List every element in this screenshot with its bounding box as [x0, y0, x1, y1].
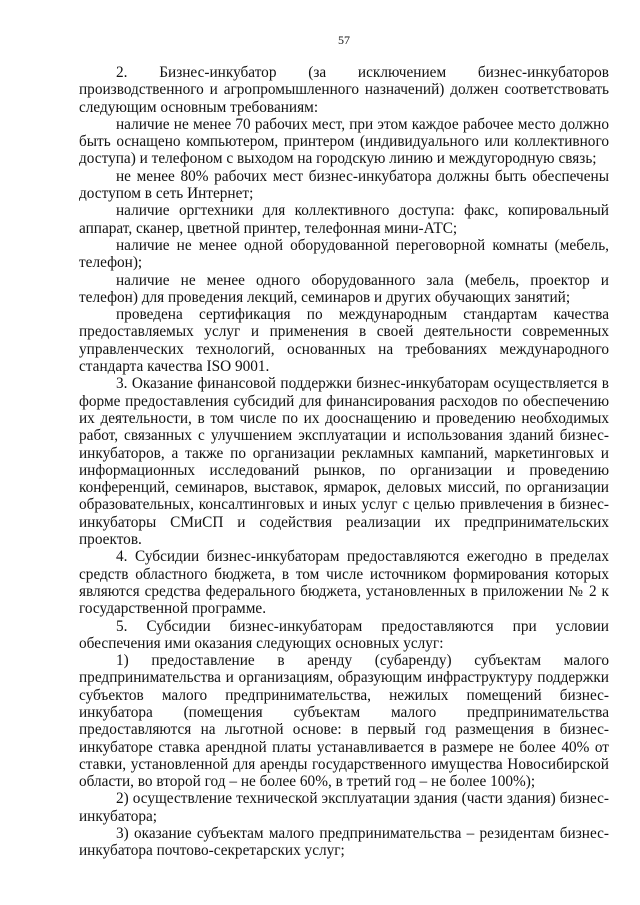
paragraph-4-subsidies-budget: 4. Субсидии бизнес-инкубаторам предоставляются ежегодно в пределах средств областного бюджета, в том числе источником формирования которых являются средства федерального бюджета, установленных в приложении № 2 к государственной программе. [79, 548, 609, 618]
page-number: 57 [338, 33, 350, 47]
requirement-workplaces: наличие не менее 70 рабочих мест, при этом каждое рабочее место должно быть оснащено компьютером, принтером (индивидуального или коллективного доступа) и телефоном с выходом на городскую линию и междугородную связь; [79, 115, 609, 168]
requirement-office-equipment: наличие оргтехники для коллективного доступа: факс, копировальный аппарат, сканер, цветной принтер, телефонная мини-АТС; [79, 202, 609, 237]
document-page [79, 33, 609, 860]
service-item-1-rent: 1) предоставление в аренду (субаренду) субъектам малого предпринимательства и организациям, образующим инфраструктуру поддержки субъектов малого предпринимательства, нежилых помещений бизнес-инкубатора (помещения субъектам малого предпринимательства предоставляются на льготной основе: в первый год размещения в бизнес-инкубаторе ставка арендной платы устанавливается в размере не более 40% от ставки, установленной для аренды государственного имущества Новосибирской области, во второй год – не более 60%, в третий год – не более 100%); [79, 652, 609, 791]
requirement-iso-certification: проведена сертификация по международным стандартам качества предоставляемых услуг и применения в своей деятельности современных управленческих технологий, основанных на требованиях международного стандарта качества ISO 9001. [79, 306, 609, 376]
requirement-meeting-room: наличие не менее одной оборудованной переговорной комнаты (мебель, телефон); [79, 236, 609, 272]
requirement-lecture-hall: наличие не менее одного оборудованного зала (мебель, проектор и телефон) для проведения лекций, семинаров и других обучающих занятий; [79, 271, 609, 306]
service-item-3-postal-secretarial: 3) оказание субъектам малого предпринимательства – резидентам бизнес-инкубатора почтово-секретарских услуг; [79, 825, 609, 860]
requirement-internet: не менее 80% рабочих мест бизнес-инкубатора должны быть обеспечены доступом в сеть Интернет; [79, 167, 609, 203]
service-item-2-technical-operation: 2) осуществление технической эксплуатации здания (части здания) бизнес-инкубатора; [79, 790, 609, 825]
paragraph-5-subsidy-conditions: 5. Субсидии бизнес-инкубаторам предоставляются при условии обеспечения ими оказания следующих основных услуг: [79, 617, 609, 652]
paragraph-3-financial-support: 3. Оказание финансовой поддержки бизнес-инкубаторам осуществляется в форме предоставления субсидий для финансирования расходов по обеспечению их деятельности, в том числе по их дооснащению и проведению необходимых работ, связанных с улучшением эксплуатации и использования зданий бизнес-инкубаторов, а также по организации рекламных кампаний, маркетинговых и информационных исследований рынков, по организации и проведению конференций, семинаров, выставок, ярмарок, деловых миссий, по организации образовательных, консалтинговых и иных услуг с целью привлечения в бизнес-инкубаторы СМиСП и содействия реализации их предпринимательских проектов. [79, 375, 609, 549]
paragraph-2-intro: 2. Бизнес-инкубатор (за исключением бизнес-инкубаторов производственного и агропромышленного назначений) должен соответствовать следующим основным требованиям: [79, 64, 609, 116]
